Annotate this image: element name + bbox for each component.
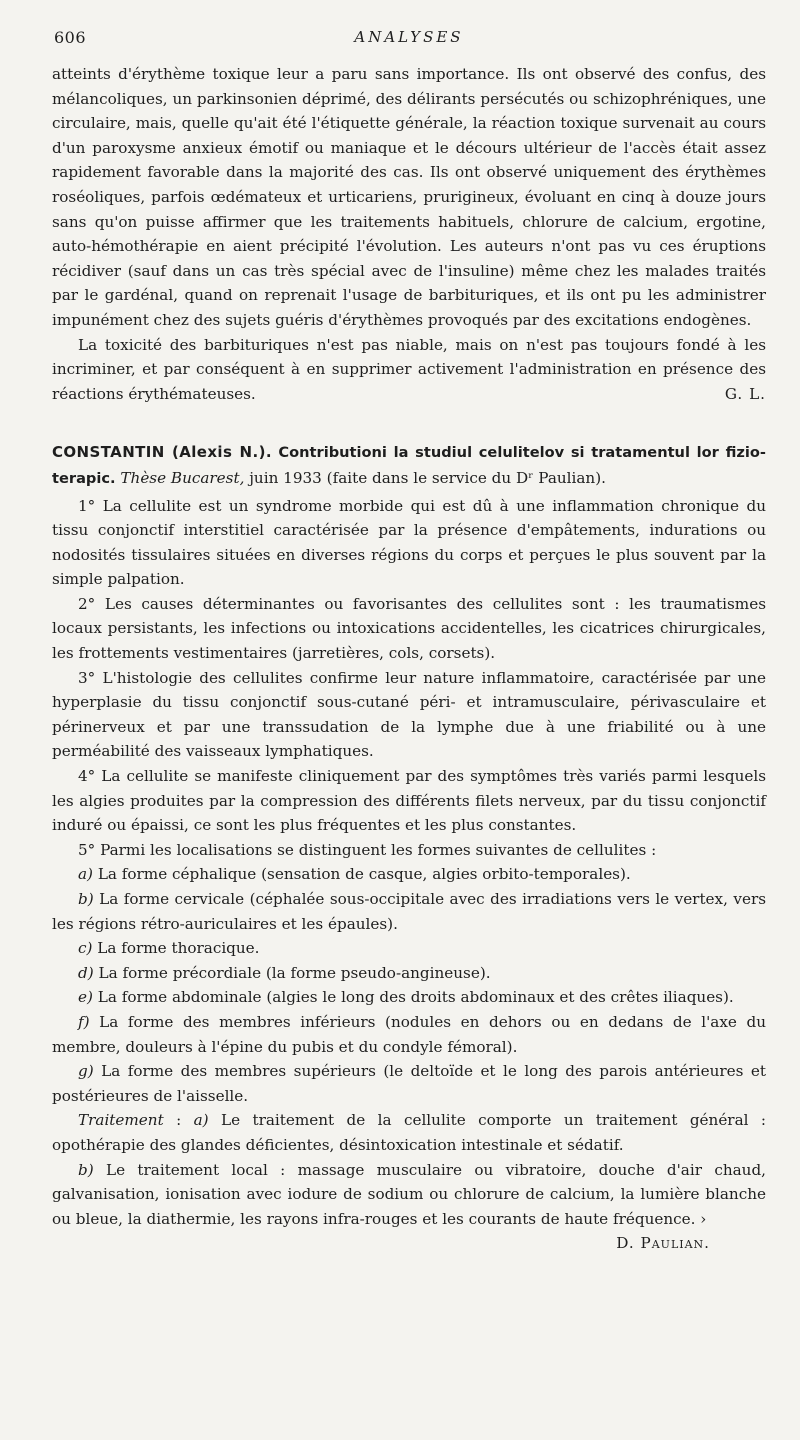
form-f: [52, 1010, 766, 1059]
form-c-text: La forme thoracique.: [97, 939, 260, 958]
form-e: [52, 985, 766, 1010]
page: [52, 28, 766, 1256]
running-title: ANALYSES: [354, 28, 464, 46]
treatment-local: [52, 1158, 766, 1256]
form-g-text: La forme des membres supérieurs (le deltoïde et le long des parois antérieures et postérieures de l'aisselle.: [52, 1062, 767, 1105]
item-5: 5° Parmi les localisations se distinguent les formes suivantes de cellulites :: [78, 840, 657, 859]
form-b-letter: b): [78, 890, 94, 908]
form-b-text: La forme cervicale (céphalée sous-occipitale avec des irradiations vers le vertex, vers les régions rétro-auriculaires et les épaules).: [52, 890, 766, 933]
page-header: [52, 28, 766, 52]
form-e-letter: e): [78, 988, 93, 1007]
review-heading: [52, 440, 766, 491]
form-f-text: La forme des membres inférieurs (nodules en dehors ou en dedans de l'axe du membre, douleurs à l'épine du pubis et du condyle fémoral).: [52, 1012, 767, 1056]
conclusion-text: La toxicité des barbituriques n'est pas niable, mais on n'est pas toujours fondé à les incriminer, et par conséquent à en supprimer activement l'administration en présence des réactions érythémateuses.: [52, 335, 766, 403]
item-1: 1° La cellulite est un syndrome morbide qui est dû à une inflammation chronique du tissu conjonctif interstitiel caractérisée par la présence d'empâtements, indurations ou nodosités tissulaires situées en diverses régions du corps et perçues le plus souvent par la simple palpation.: [52, 496, 766, 589]
form-d: [52, 961, 766, 986]
treatment-a-text: Le traitement de la cellulite comporte un traitement général : opothérapie des glandes déficientes, désintoxication intestinale et sédatif.: [52, 1111, 766, 1154]
reviewer-signature-paulian: D. Paulian.: [616, 1234, 710, 1253]
review-source: Thèse Bucarest,: [120, 468, 245, 487]
form-a: [52, 862, 766, 887]
treatment-label: Traitement: [78, 1111, 164, 1130]
section-spacer: [52, 406, 766, 440]
form-f-letter: f): [78, 1012, 90, 1031]
reviewer-signature: G. L.: [724, 384, 766, 403]
form-d-text: La forme précordiale (la forme pseudo-angineuse).: [98, 963, 491, 982]
continuation-paragraph: atteints d'érythème toxique leur a paru sans importance. Ils ont observé des confus, des mélancoliques, un parkinsonien déprimé, des délirants persécutés ou schizophréniques, une circulaire, mais, quelle qu'ait été l'étiquette générale, la réaction toxique survenait au cours d'un paroxysme anxieux émotif ou maniaque et le décours ultérieur de l'accès était assez rapidement favorable dans la majorité des cas. Ils ont observé uniquement des érythèmes roséoliques, parfois œdémateux et urticariens, prurigineux, évoluant en cinq à douze jours sans qu'on puisse affirmer que les traitements habituels, chlorure de calcium, ergotine, auto-hémothérapie en aient précipité l'évolution. Les auteurs n'ont pas vu ces éruptions récidiver (sauf dans un cas très spécial avec de l'insuline) même chez les malades traités par le gardénal, quand on reprenait l'usage de barbituriques, et ils ont pu les administrer impunément chez des sujets guéris d'érythèmes provoqués par des excitations endogènes.: [52, 65, 766, 329]
form-c: [52, 936, 766, 961]
review-title: Contributioni la studiul celulitelov si tratamentul lor fizio-terapic.: [52, 444, 766, 487]
form-b: [52, 887, 766, 936]
form-a-letter: a): [78, 865, 93, 884]
treatment-a-letter: a): [193, 1111, 209, 1130]
form-g-letter: g): [78, 1062, 94, 1081]
review-constantin: [52, 440, 766, 1256]
review-continuation: [52, 62, 766, 406]
treatment-b-text: Le traitement local : massage musculaire ou vibratoire, douche d'air chaud, galvanisation, ionisation avec iodure de sodium ou chlorure de calcium, la lumière blanche ou bleue, la diathermie, les rayons infra-rouges et les courants de haute fréquence. ›: [52, 1160, 766, 1228]
treatment-general: Traitement : a) Le traitement de la cellulite comporte un traitement général : opothérapie des glandes déficientes, désintoxication intestinale et sédatif.: [52, 1111, 766, 1154]
form-a-text: La forme céphalique (sensation de casque, algies orbito-temporales).: [97, 865, 631, 884]
review-author: CONSTANTIN (Alexis N.).: [52, 443, 272, 462]
form-c-letter: c): [78, 939, 93, 958]
conclusion-paragraph: [52, 333, 766, 407]
form-g: [52, 1059, 766, 1108]
review-source-detail: juin 1933 (faite dans le service du Dʳ Paulian).: [249, 468, 606, 487]
item-3: 3° L'histologie des cellulites confirme leur nature inflammatoire, caractérisée par une hyperplasie du tissu conjonctif sous-cutané péri- et intramusculaire, périvasculaire et périnerveux et par une transsudation de la lymphe due à une friabilité ou à une perméabilité des vaisseaux lymphatiques.: [52, 668, 766, 761]
form-e-text: La forme abdominale (algies le long des droits abdominaux et des crêtes iliaques).: [97, 988, 734, 1007]
treatment-b-letter: b): [78, 1160, 94, 1179]
form-d-letter: d): [78, 963, 94, 982]
item-4: 4° La cellulite se manifeste cliniquement par des symptômes très variés parmi lesquels les algies produites par la compression des différents filets nerveux, par du tissu conjonctif induré ou épaissi, ce sont les plus fréquentes et les plus constantes.: [52, 767, 766, 835]
item-2: 2° Les causes déterminantes ou favorisantes des cellulites sont : les traumatismes locaux persistants, les infections ou intoxications accidentelles, les cicatrices chirurgicales, les frottements vestimentaires (jarretières, cols, corsets).: [52, 594, 766, 663]
page-number: 606: [54, 28, 87, 47]
